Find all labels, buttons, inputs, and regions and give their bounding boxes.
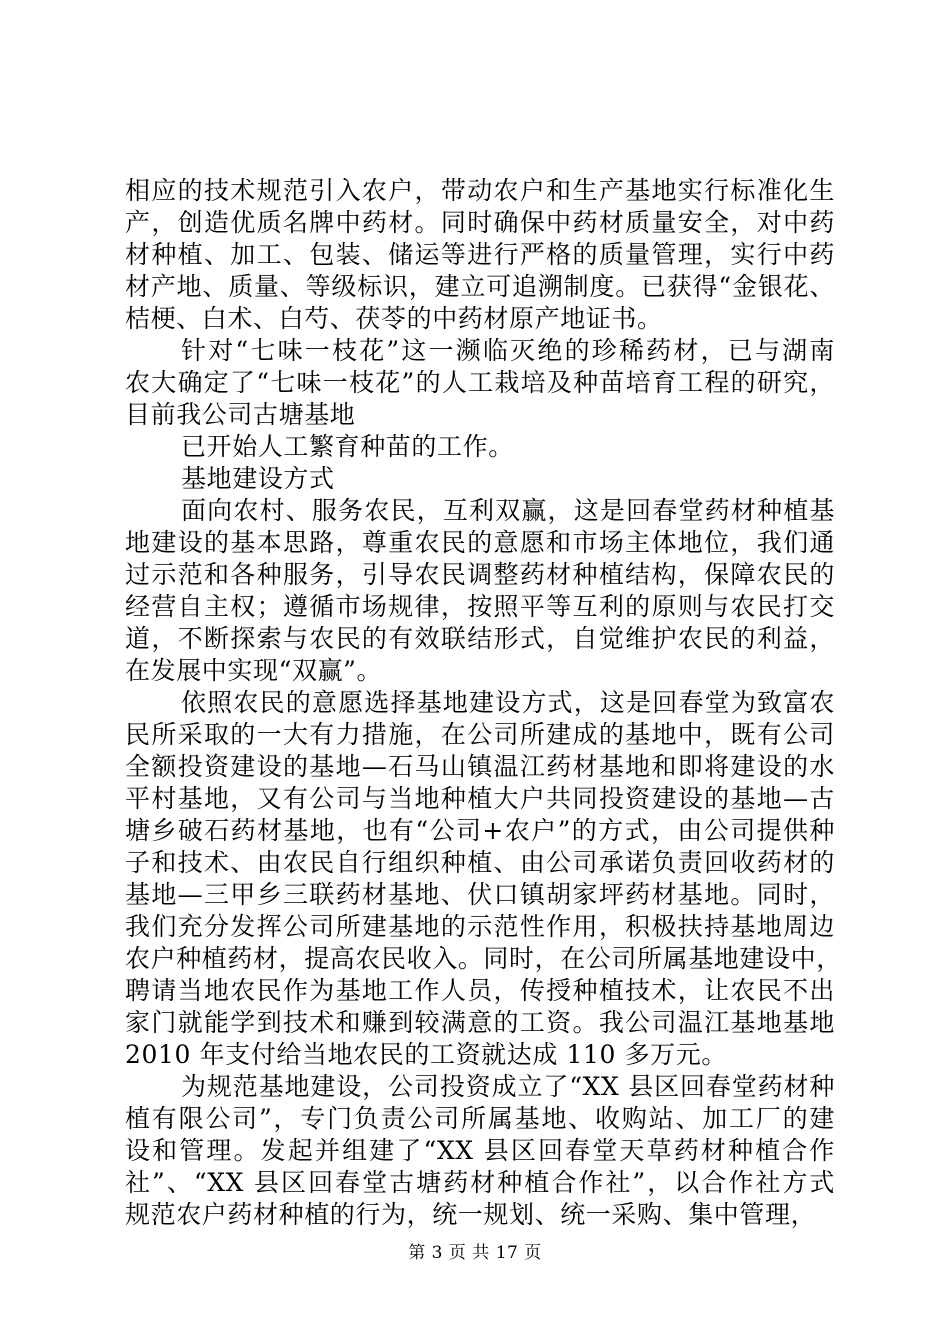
page-footer: 第 3 页 共 17 页 bbox=[408, 1243, 542, 1263]
text-line: 为规范基地建设，公司投资成立了“XX 县区回春堂药材种 bbox=[181, 1072, 835, 1101]
text-line: 经营自主权；遵循市场规律，按照平等互利的原则与农民打交 bbox=[125, 592, 835, 621]
text-line: 2010 年支付给当地农民的工资就达成 110 多万元。 bbox=[125, 1040, 727, 1069]
text-line: 材种植、加工、包装、储运等进行严格的质量管理，实行中药 bbox=[125, 240, 835, 269]
text-line: 规范农户药材种植的行为，统一规划、统一采购、集中管理， bbox=[125, 1200, 817, 1229]
paragraph bbox=[125, 463, 835, 495]
text-line: 农大确定了“七味一枝花”的人工栽培及种苗培育工程的研究， bbox=[125, 368, 835, 397]
text-line: 针对“七味一枝花”这一濒临灭绝的珍稀药材，已与湖南 bbox=[181, 336, 835, 365]
text-line: 相应的技术规范引入农户，带动农户和生产基地实行标准化生 bbox=[125, 176, 835, 205]
text-line: 聘请当地农民作为基地工作人员，传授种植技术，让农民不出 bbox=[125, 976, 835, 1005]
text-line: 面向农村、服务农民，互利双赢，这是回春堂药材种植基 bbox=[181, 496, 835, 525]
text-line: 基地建设方式 bbox=[181, 464, 335, 493]
text-line: 平村基地，又有公司与当地种植大户共同投资建设的基地—古 bbox=[125, 784, 835, 813]
text-line: 基地—三甲乡三联药材基地、伏口镇胡家坪药材基地。同时， bbox=[125, 880, 835, 909]
paragraph bbox=[125, 335, 835, 431]
paragraph bbox=[125, 175, 835, 335]
text-line: 民所采取的一大有力措施，在公司所建成的基地中，既有公司 bbox=[125, 720, 835, 749]
text-line: 设和管理。发起并组建了“XX 县区回春堂天草药材种植合作 bbox=[125, 1136, 835, 1165]
text-line: 材产地、质量、等级标识，建立可追溯制度。已获得“金银花、 bbox=[125, 272, 835, 301]
document-body bbox=[125, 175, 842, 1231]
paragraph bbox=[125, 1071, 835, 1231]
text-line: 地建设的基本思路，尊重农民的意愿和市场主体地位，我们通 bbox=[125, 528, 835, 557]
text-line: 子和技术、由农民自行组织种植、由公司承诺负责回收药材的 bbox=[125, 848, 835, 877]
text-line: 农户种植药材，提高农民收入。同时，在公司所属基地建设中， bbox=[125, 944, 842, 973]
text-line: 道，不断探索与农民的有效联结形式，自觉维护农民的利益， bbox=[125, 624, 835, 653]
text-line: 塘乡破石药材基地，也有“公司+农户”的方式，由公司提供种 bbox=[125, 816, 835, 845]
text-line: 过示范和各种服务，引导农民调整药材种植结构，保障农民的 bbox=[125, 560, 835, 589]
paragraph bbox=[125, 431, 835, 463]
text-line: 植有限公司”，专门负责公司所属基地、收购站、加工厂的建 bbox=[125, 1104, 835, 1133]
text-line: 已开始人工繁育种苗的工作。 bbox=[181, 432, 514, 461]
paragraph bbox=[125, 495, 835, 687]
text-line: 社”、“XX 县区回春堂古塘药材种植合作社”，以合作社方式 bbox=[125, 1168, 835, 1197]
paragraph bbox=[125, 687, 842, 1071]
text-line: 目前我公司古塘基地 bbox=[125, 400, 356, 429]
text-line: 产，创造优质名牌中药材。同时确保中药材质量安全，对中药 bbox=[125, 208, 835, 237]
text-line: 家门就能学到技术和赚到较满意的工资。我公司温江基地基地 bbox=[125, 1008, 835, 1037]
text-line: 在发展中实现“双赢”。 bbox=[125, 656, 383, 685]
text-line: 桔梗、白术、白芍、茯苓的中药材原产地证书。 bbox=[125, 304, 663, 333]
text-line: 依照农民的意愿选择基地建设方式，这是回春堂为致富农 bbox=[181, 688, 835, 717]
text-line: 全额投资建设的基地—石马山镇温江药材基地和即将建设的水 bbox=[125, 752, 835, 781]
text-line: 我们充分发挥公司所建基地的示范性作用，积极扶持基地周边 bbox=[125, 912, 835, 941]
